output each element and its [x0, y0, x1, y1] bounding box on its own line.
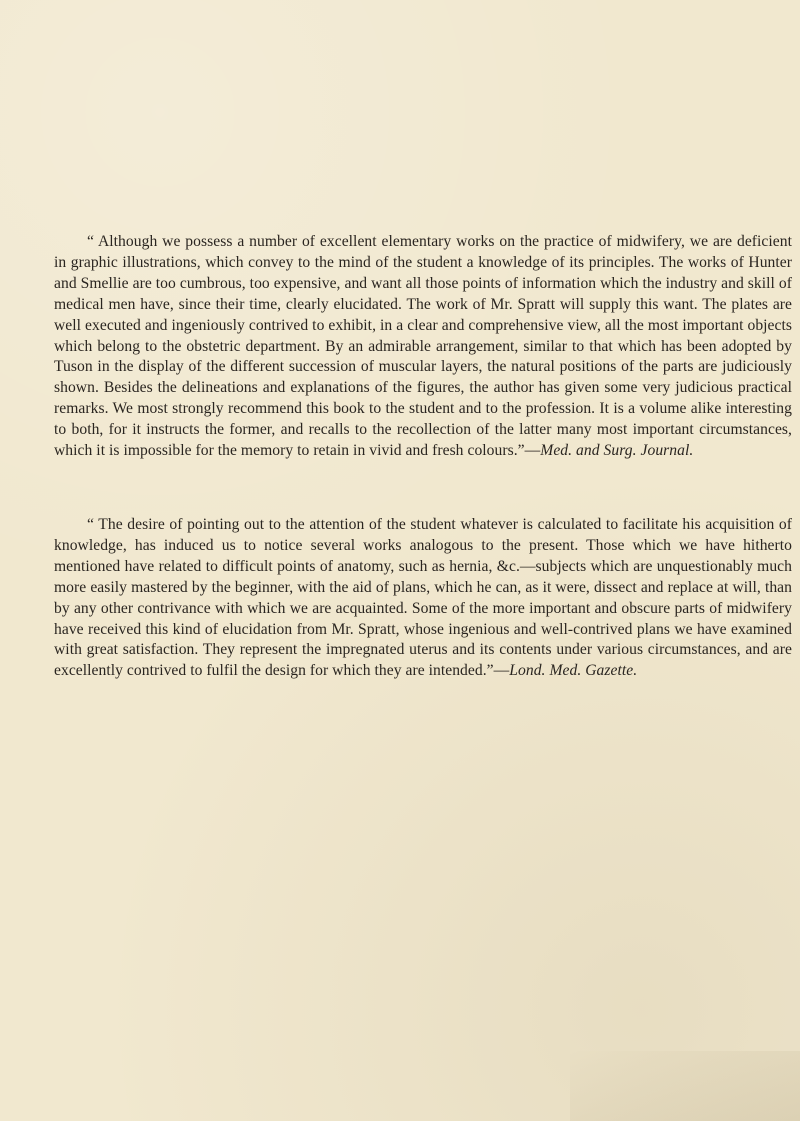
paper-stain — [570, 1051, 800, 1121]
review-source: Lond. Med. Gazette. — [509, 662, 638, 680]
review-body: “ Although we possess a number of excellent elementary works on the practice of midwifery, we are deficient in graphic illustrations, which convey to the mind of the student a knowledge of its principles. The works of Hunter and Smellie are too cumbrous, too expensive, and want all those points of information which the industry and skill of medical men have, since their time, clearly elucidated. The work of Mr. Spratt will supply this want. The plates are well executed and ingeniously contrived to exhibit, in a clear and comprehensive view, all the most important objects which belong to the obstetric department. By an admirable arrangement, similar to that which has been adopted by Tuson in the display of the different succession of muscular layers, the natural positions of the parts are judiciously shown. Besides the delineations and explanations of the figures, the author has given some very judicious practical remarks. We most strongly recommend this book to the student and to the profession. It is a volume alike interesting to both, for it instructs the former, and recalls to the recollection of the latter many most important circumstances, which it is impossible for the memory to retain in vivid and fresh colours.”— — [54, 233, 792, 460]
review-body: “ The desire of pointing out to the attention of the student whatever is calculated to facilitate his acquisition of knowledge, has induced us to notice several works analogous to the present. Those which we have hitherto mentioned have related to difficult points of anatomy, such as hernia, &c.—subjects which are unquestionably much more easily mastered by the beginner, with the aid of plans, which he can, as it were, dissect and replace at will, than by any other contrivance with which we are acquainted. Some of the more important and obscure parts of midwifery have received this kind of elucidation from Mr. Spratt, whose ingenious and well-contrived plans we have examined with great satisfaction. They represent the impregnated uterus and its contents under various circumstances, and are excellently contrived to fulfil the design for which they are intended.”— — [54, 516, 792, 680]
review-source: Med. and Surg. Journal. — [540, 442, 694, 460]
review-paragraph — [54, 515, 792, 682]
review-paragraph — [54, 232, 792, 462]
